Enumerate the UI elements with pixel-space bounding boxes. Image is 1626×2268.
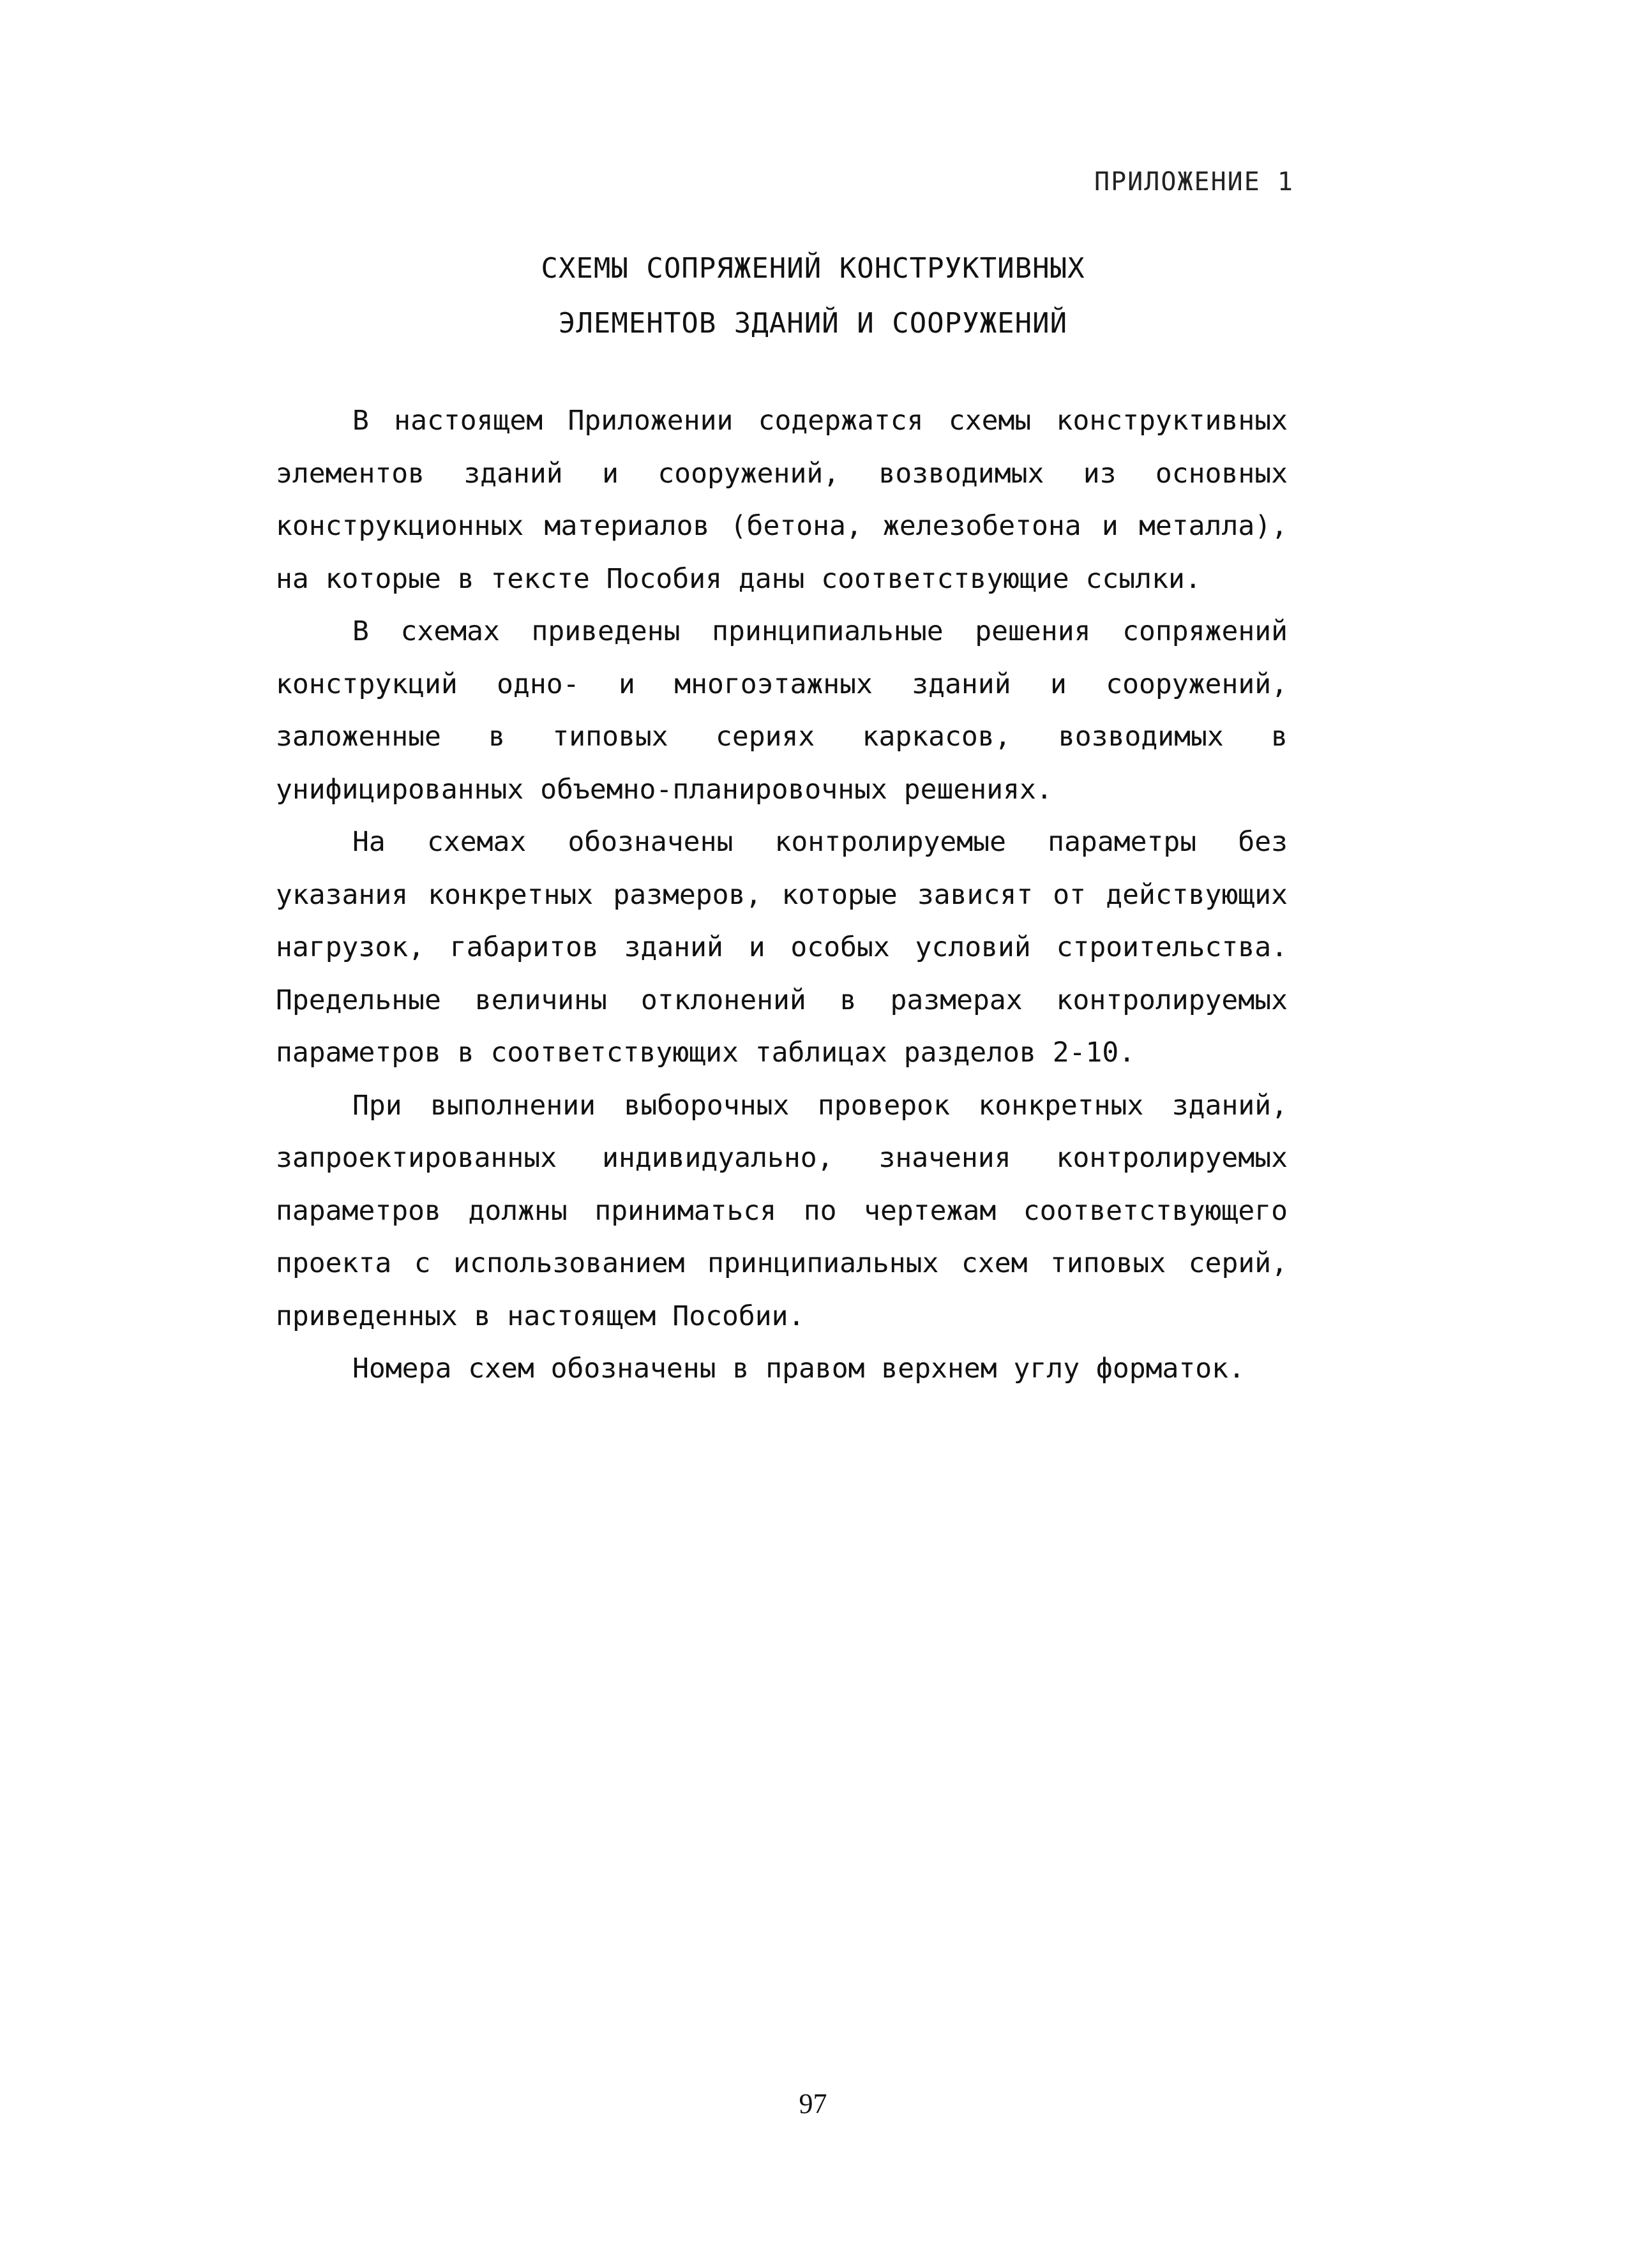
paragraph-5: Номера схем обозначены в правом верхнем углу форматок. <box>352 1353 1245 1385</box>
title-line-1: СХЕМЫ СОПРЯЖЕНИЙ КОНСТРУКТИВНЫХ <box>541 252 1085 285</box>
paragraph-3: На схемах обозначены контролируемые параметры без указания конкретных размеров, которые зависят от действующих нагрузок, габаритов зданий и особых условий строительства. Предельные величины отклонений в размерах контролируемых параметров в соответствующих таблицах разделов 2-10. <box>276 826 1288 1069</box>
paragraph-4: При выполнении выборочных проверок конкретных зданий, запроектированных индивидуально, значения контролируемых параметров должны приниматься по чертежам соответствующего проекта с использованием принципиальных схем типовых серий, приведенных в настоящем Пособии. <box>276 1089 1288 1332</box>
appendix-label: ПРИЛОЖЕНИЕ 1 <box>1094 167 1294 197</box>
paragraph-2: В схемах приведены принципиальные решения сопряжений конструкций одно- и многоэтажных зданий и сооружений, заложенные в типовых сериях каркасов, возводимых в унифицированных объемно-планировочных решениях. <box>276 615 1288 806</box>
paragraph-1: В настоящем Приложении содержатся схемы конструктивных элементов зданий и сооружений, возводимых из основных конструкционных материалов (бетона, железобетона и металла), на которые в тексте Пособия даны соответствующие ссылки. <box>276 405 1288 595</box>
title-line-2: ЭЛЕМЕНТОВ ЗДАНИЙ И СООРУЖЕНИЙ <box>558 307 1068 340</box>
page-number: 97 <box>799 2088 827 2119</box>
body-text <box>276 394 1288 1395</box>
document-title <box>0 241 1626 351</box>
